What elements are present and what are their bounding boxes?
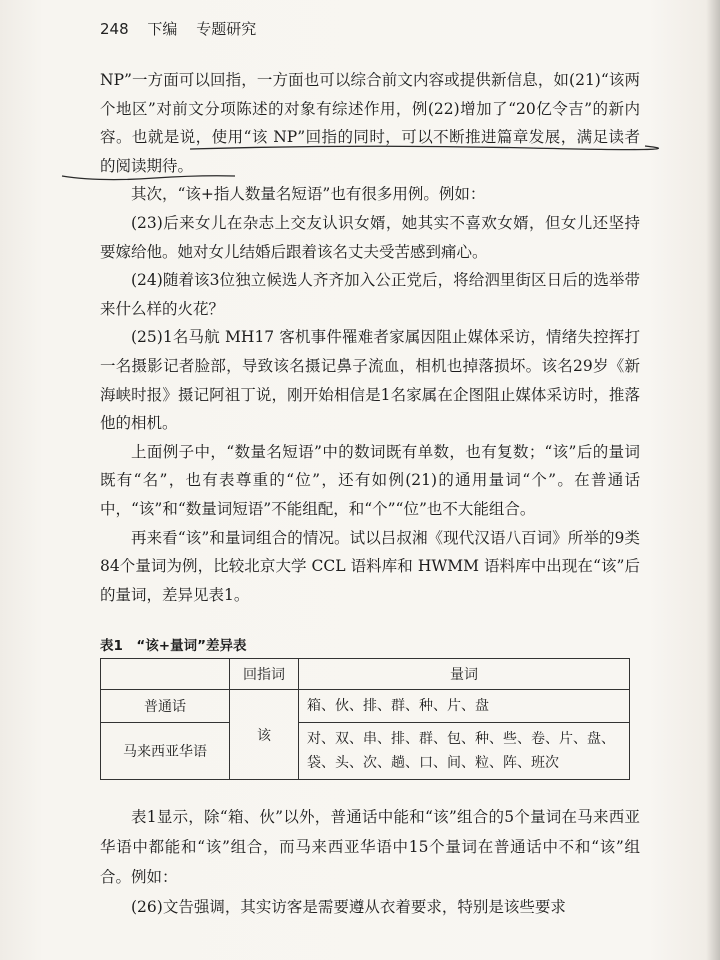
row-label: 普通话 bbox=[101, 690, 230, 723]
classifier-list: 对、双、串、排、群、包、种、些、卷、片、盘、袋、头、次、趟、口、间、粒、阵、班次 bbox=[299, 723, 630, 780]
chapter-title: 专题研究 bbox=[196, 20, 257, 38]
paragraph: 再来看“该”和量词组合的情况。试以吕叔湘《现代汉语八百词》所举的9类84个量词为例，比较北京大学 CCL 语料库和 HWMM 语料库中出现在“该”后的量词，差异见表1。 bbox=[100, 528, 640, 604]
table-row bbox=[101, 723, 630, 780]
table-header-cell bbox=[101, 659, 230, 690]
paragraph: 其次，“该+指人数量名短语”也有很多用例。例如： bbox=[131, 185, 486, 204]
running-header bbox=[100, 18, 270, 39]
shared-anaphor-cell: 该 bbox=[230, 690, 299, 780]
example-25: (25)1名马航 MH17 客机事件罹难者家属因阻止媒体采访，情绪失控挥打一名摄影记者脸部，导致该名摄记鼻子流血，相机也掉落损坏。该名29岁《新海峡时报》摄记阿祖丁说，刚开始相信是1名家属在企图阻止媒体采访时，推落他的相机。 bbox=[100, 328, 640, 433]
table-row bbox=[101, 690, 630, 723]
page-number: 248 bbox=[100, 20, 129, 38]
paragraph: 上面例子中，“数量名短语”中的数词既有单数，也有复数；“该”后的量词既有“名”，也有表尊重的“位”，还有如例(21)的通用量词“个”。在普通话中，“该”和“数量词短语”不能组配，和“个”“位”也不大能组合。 bbox=[100, 442, 640, 518]
row-label: 马来西亚华语 bbox=[101, 723, 230, 780]
table-caption: 表1 “该+量词”差异表 bbox=[100, 638, 247, 654]
comparison-table bbox=[100, 658, 630, 780]
table-header-row bbox=[101, 659, 630, 690]
example-24: (24)随着该3位独立候选人齐齐加入公正党后，将给泗里街区日后的选举带来什么样的火花？ bbox=[100, 271, 640, 318]
example-26: (26)文告强调，其实访客是需要遵从衣着要求，特别是该些要求 bbox=[131, 898, 566, 916]
paragraph: NP”一方面可以回指，一方面也可以综合前文内容或提供新信息，如(21)“该两个地区”对前文分项陈述的对象有综述作用，例(22)增加了“20亿令吉”的新内容。也就是说，使用“该 NP”回指的同时，可以不断推进篇章发展，满足读者的阅读期待。 bbox=[100, 71, 640, 175]
paragraph: 表1显示，除“箱、伙”以外，普通话中能和“该”组合的5个量词在马来西亚华语中都能和“该”组合，而马来西亚华语中15个量词在普通话中不和“该”组合。例如： bbox=[100, 808, 640, 886]
handwritten-underline bbox=[60, 140, 660, 190]
table-header-cell: 量词 bbox=[299, 659, 630, 690]
section-name: 下编 bbox=[147, 20, 178, 38]
table-header-cell: 回指词 bbox=[230, 659, 299, 690]
classifier-list: 箱、伙、排、群、种、片、盘 bbox=[299, 690, 630, 723]
page-edge-shadow bbox=[706, 0, 720, 960]
body-text-bottom bbox=[100, 802, 640, 922]
example-23: (23)后来女儿在杂志上交友认识女婿，她其实不喜欢女婿，但女儿还坚持要嫁给他。她对女儿结婚后跟着该名丈夫受苦感到痛心。 bbox=[100, 213, 640, 261]
